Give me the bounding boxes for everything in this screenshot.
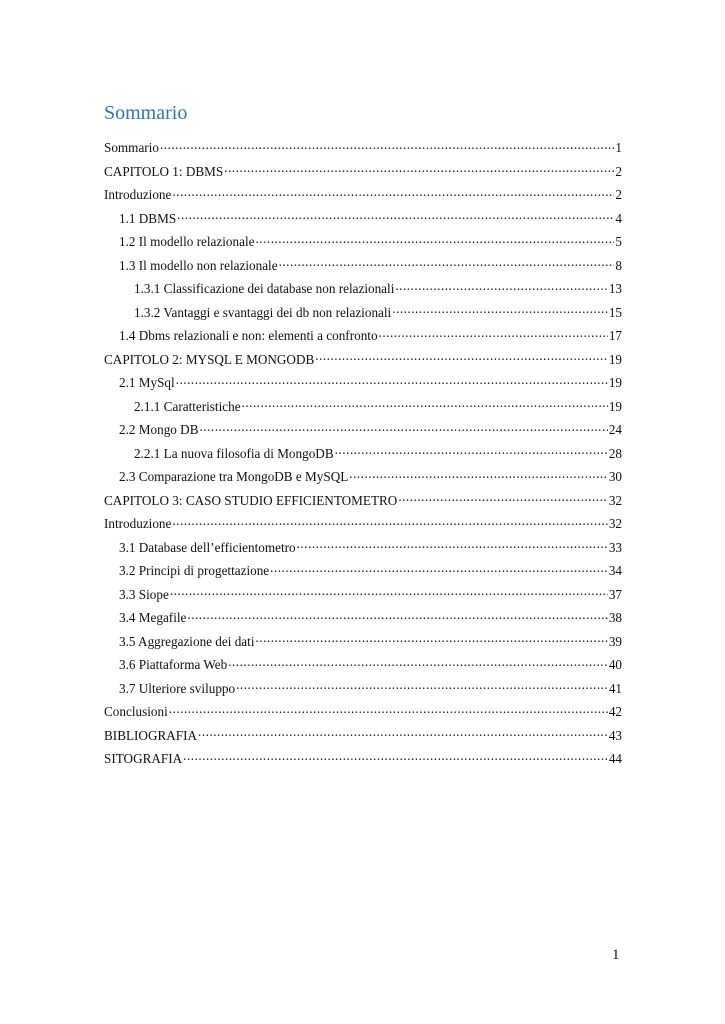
toc-entry-page: 37 [608,586,622,602]
toc-entry-label: 1.3.1 Classificazione dei database non relazionali [134,281,395,296]
dot-leader [256,632,608,645]
dot-leader [198,726,608,739]
dot-leader [379,327,608,340]
toc-entry[interactable] [104,700,622,724]
toc-entry-page: 33 [608,539,622,555]
toc-entry[interactable] [104,653,622,677]
toc-entry-page: 28 [608,445,622,461]
toc-entry-label: 3.2 Principi di progettazione [119,563,270,578]
toc-entry-page: 4 [615,210,622,226]
toc-entry-page: 44 [608,751,622,766]
toc-entry[interactable] [104,301,622,325]
dot-leader [315,350,608,363]
dot-leader [200,421,608,434]
dot-leader [392,303,608,316]
toc-entry-label: 3.1 Database dell’efficientometro [119,539,296,555]
toc-entry[interactable] [104,395,622,419]
toc-entry-page: 19 [608,375,622,390]
toc-entry-page: 2 [615,163,622,179]
toc-list [104,136,622,771]
toc-entry-page: 17 [608,328,622,343]
toc-entry[interactable] [104,183,622,207]
dot-leader [398,491,607,504]
toc-entry-page: 19 [608,351,622,367]
toc-entry-page: 42 [608,704,622,719]
toc-entry-label: 1.4 Dbms relazionali e non: elementi a confronto [119,328,378,343]
dot-leader [335,444,608,457]
toc-entry-label: Sommario [104,140,159,155]
dot-leader [256,233,615,246]
toc-entry-label: 2.2.1 La nuova filosofia di MongoDB [134,445,334,461]
toc-entry-label: 3.6 Piattaforma Web [119,657,228,672]
toc-entry-page: 2 [615,187,622,202]
toc-entry[interactable] [104,724,622,748]
toc-entry-label: Introduzione [104,516,172,531]
toc-entry-page: 19 [608,398,622,414]
toc-entry-label: 1.3 Il modello non relazionale [119,257,278,273]
dot-leader [176,374,608,387]
dot-leader [297,538,608,551]
toc-entry-label: 1.2 Il modello relazionale [119,234,255,249]
dot-leader [224,162,614,175]
toc-entry-page: 1 [615,140,622,155]
toc-entry[interactable] [104,442,622,466]
toc-entry-label: CAPITOLO 2: MYSQL E MONGODB [104,351,315,367]
toc-entry[interactable] [104,489,622,513]
toc-entry-label: 2.3 Comparazione tra MongoDB e MySQL [119,469,349,484]
toc-entry-label: 2.1 MySql [119,375,175,390]
toc-entry-label: Introduzione [104,187,172,202]
toc-entry-label: 3.5 Aggregazione dei dati [119,633,255,649]
page-number: 1 [612,947,620,963]
toc-entry-page: 40 [608,657,622,672]
dot-leader [187,609,607,622]
toc-entry[interactable] [104,630,622,654]
toc-entry[interactable] [104,207,622,231]
toc-entry[interactable] [104,371,622,395]
toc-entry-label: CAPITOLO 3: CASO STUDIO EFFICIENTOMETRO [104,492,398,508]
toc-entry[interactable] [104,348,622,372]
toc-entry-label: CAPITOLO 1: DBMS [104,163,224,179]
toc-entry-label: 3.7 Ulteriore sviluppo [119,680,236,696]
toc-entry[interactable] [104,254,622,278]
dot-leader [172,515,607,528]
toc-entry-page: 39 [608,633,622,649]
toc-entry[interactable] [104,559,622,583]
toc-entry[interactable] [104,277,622,301]
toc-entry-page: 15 [608,304,622,320]
toc-entry-label: Conclusioni [104,704,168,719]
toc-entry-label: SITOGRAFIA [104,751,183,766]
toc-entry-page: 34 [608,563,622,578]
dot-leader [279,256,615,269]
toc-entry[interactable] [104,418,622,442]
dot-leader [395,280,607,293]
toc-entry-page: 13 [608,281,622,296]
dot-leader [270,562,608,575]
toc-entry-page: 41 [608,680,622,696]
dot-leader [349,468,608,481]
toc-entry-label: 1.3.2 Vantaggi e svantaggi dei db non relazionali [134,304,392,320]
dot-leader [177,209,614,222]
toc-entry[interactable] [104,136,622,160]
toc-entry[interactable] [104,512,622,536]
toc-title: Sommario [104,102,188,124]
toc-entry[interactable] [104,536,622,560]
toc-entry[interactable] [104,677,622,701]
dot-leader [236,679,608,692]
dot-leader [170,585,608,598]
toc-entry-label: 3.3 Siope [119,586,169,602]
dot-leader [172,186,614,199]
toc-entry[interactable] [104,465,622,489]
toc-entry-label: BIBLIOGRAFIA [104,727,198,743]
dot-leader [169,703,608,716]
toc-entry-label: 1.1 DBMS [119,210,177,226]
dot-leader [160,139,614,152]
toc-entry-page: 32 [608,516,622,531]
toc-entry[interactable] [104,606,622,630]
toc-entry-label: 3.4 Megafile [119,610,187,625]
toc-entry-page: 43 [608,727,622,743]
dot-leader [228,656,608,669]
toc-entry-page: 32 [608,492,622,508]
toc-entry[interactable] [104,160,622,184]
toc-entry-page: 38 [608,610,622,625]
toc-entry-label: 2.1.1 Caratteristiche [134,398,241,414]
toc-entry[interactable] [104,324,622,348]
toc-entry-page: 30 [608,469,622,484]
toc-entry-page: 24 [608,422,622,437]
toc-entry[interactable] [104,230,622,254]
toc-entry[interactable] [104,583,622,607]
dot-leader [242,397,608,410]
toc-entry-label: 2.2 Mongo DB [119,422,199,437]
toc-entry[interactable] [104,747,622,771]
toc-entry-page: 8 [615,257,622,273]
toc-entry-page: 5 [615,234,622,249]
dot-leader [183,750,608,763]
